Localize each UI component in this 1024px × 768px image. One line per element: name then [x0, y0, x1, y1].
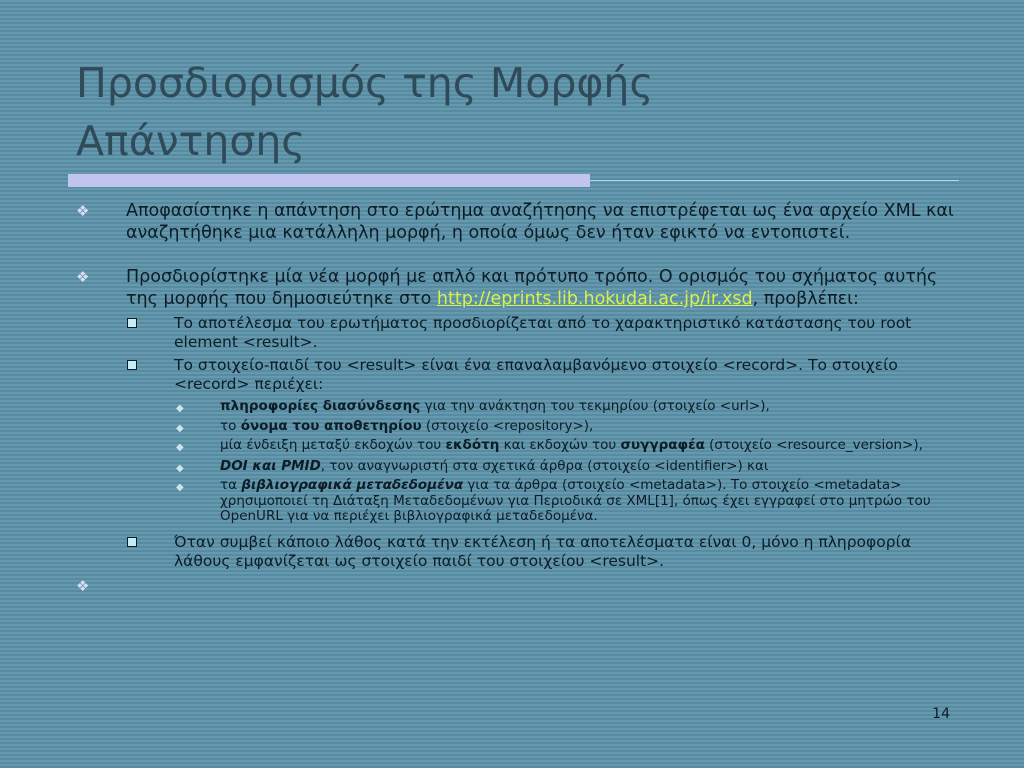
bullet-text	[126, 266, 954, 310]
sub-bullet-error	[74, 533, 954, 571]
plain-text: , τον αναγνωριστή στα σχετικά άρθρα (στοιχείο <identifier>) και	[320, 457, 769, 474]
plain-text: και εκδοχών του	[499, 437, 621, 453]
bullet-text: Αποφασίστηκε η απάντηση στο ερώτημα αναζήτησης να επιστρέφεται ως ένα αρχείο XML και αναζητήθηκε μια κατάλληλη μορφή, η οποία όμως δεν ήταν εφικτό να εντοπιστεί.	[126, 201, 954, 243]
sub-bullet-text: Όταν συμβεί κάποιο λάθος κατά την εκτέλεση ή τα αποτελέσματα είναι 0, μόνο η πληροφορία λάθους εμφανίζεται ως στοιχείο παιδί του στοιχείου <result>.	[174, 532, 912, 570]
record-item-metadata	[74, 478, 954, 525]
page-number: 14	[932, 706, 950, 722]
slide-title-line-2: Απάντησης	[76, 117, 306, 165]
plain-text: για τα άρθρα (στοιχείο <metadata>). Το στοιχείο <metadata> χρησιμοποιεί τη Διάταξη Μεταδεδομένων για Περιοδικά σε XML[1], όπως έχει εγγραφεί στο μητρώο του OpenURL για να περιέχει βιβλιογραφικά μεταδεδομένα.	[220, 477, 931, 524]
square-bullet-icon	[127, 537, 137, 547]
bullet-item-empty	[74, 575, 954, 597]
diamond-bullet-icon: ◆	[176, 422, 184, 434]
diamond-clover-bullet-icon: ❖	[76, 268, 90, 286]
record-item-text	[220, 438, 954, 454]
record-item-identifier	[74, 459, 954, 475]
diamond-bullet-icon: ◆	[176, 462, 184, 474]
slide-body	[74, 200, 954, 597]
square-bullet-icon	[127, 318, 137, 328]
record-item-text	[220, 419, 954, 435]
plain-text: (στοιχείο <repository>),	[421, 417, 594, 434]
slide-title-line-1: Προσδιορισμός της Μορφής	[76, 59, 654, 107]
record-item-text	[220, 399, 954, 415]
plain-text: τα	[220, 477, 242, 493]
sub-bullet-text: Το αποτέλεσμα του ερωτήματος προσδιορίζεται από το χαρακτηριστικό κατάστασης του root element <result>.	[174, 314, 912, 351]
bullet-item-response-format	[74, 200, 954, 244]
record-item-resource-version	[74, 438, 954, 454]
diamond-bullet-icon: ◆	[176, 482, 184, 493]
square-bullet-icon	[127, 360, 137, 370]
diamond-bullet-icon: ◆	[176, 442, 184, 453]
bold-italic-text: DOI και PMID	[220, 457, 321, 474]
plain-text: για την ανάκτηση του τεκμηρίου (στοιχείο <url>),	[420, 398, 770, 414]
bold-text: πληροφορίες διασύνδεσης	[220, 398, 421, 414]
bold-italic-text: βιβλιογραφικά μεταδεδομένα	[241, 477, 464, 493]
bullet-item-new-format	[74, 266, 954, 310]
bullet-text-start: Προσδιορίστηκε μία νέα μορφή με απλό και πρότυπο τρόπο. Ο ορισμός του σχήματος αυτής της μορφής που δημοσιεύτηκε στο	[126, 267, 938, 309]
plain-text: (στοιχείο <resource_version>),	[704, 437, 923, 453]
divider-accent-bar	[68, 174, 590, 187]
record-item-repository	[74, 419, 954, 435]
sub-bullet-text: Το στοιχείο-παιδί του <result> είναι ένα επαναλαμβανόμενο στοιχείο <record>. Το στοιχείο <record> περιέχει:	[174, 356, 898, 393]
title-divider	[68, 174, 959, 188]
bold-text: όνομα του αποθετηρίου	[240, 417, 422, 434]
bold-text: εκδότη	[445, 437, 500, 453]
record-item-text	[220, 478, 954, 525]
record-item-url	[74, 399, 954, 415]
plain-text: το	[220, 417, 241, 434]
bold-text: συγγραφέα	[620, 437, 705, 453]
bullet-text	[126, 575, 954, 597]
slide-title	[76, 54, 976, 170]
sub-bullet-record-element	[74, 356, 954, 394]
bullet-text-end: , προβλέπει:	[752, 289, 859, 309]
sub-bullet-result-status	[74, 314, 954, 352]
schema-link[interactable]: http://eprints.lib.hokudai.ac.jp/ir.xsd	[436, 289, 753, 309]
diamond-bullet-icon: ◆	[176, 403, 184, 414]
plain-text: μία ένδειξη μεταξύ εκδοχών του	[220, 437, 446, 453]
record-item-text	[220, 459, 954, 475]
diamond-clover-bullet-icon: ❖	[76, 202, 90, 220]
diamond-clover-bullet-icon: ❖	[76, 576, 90, 595]
